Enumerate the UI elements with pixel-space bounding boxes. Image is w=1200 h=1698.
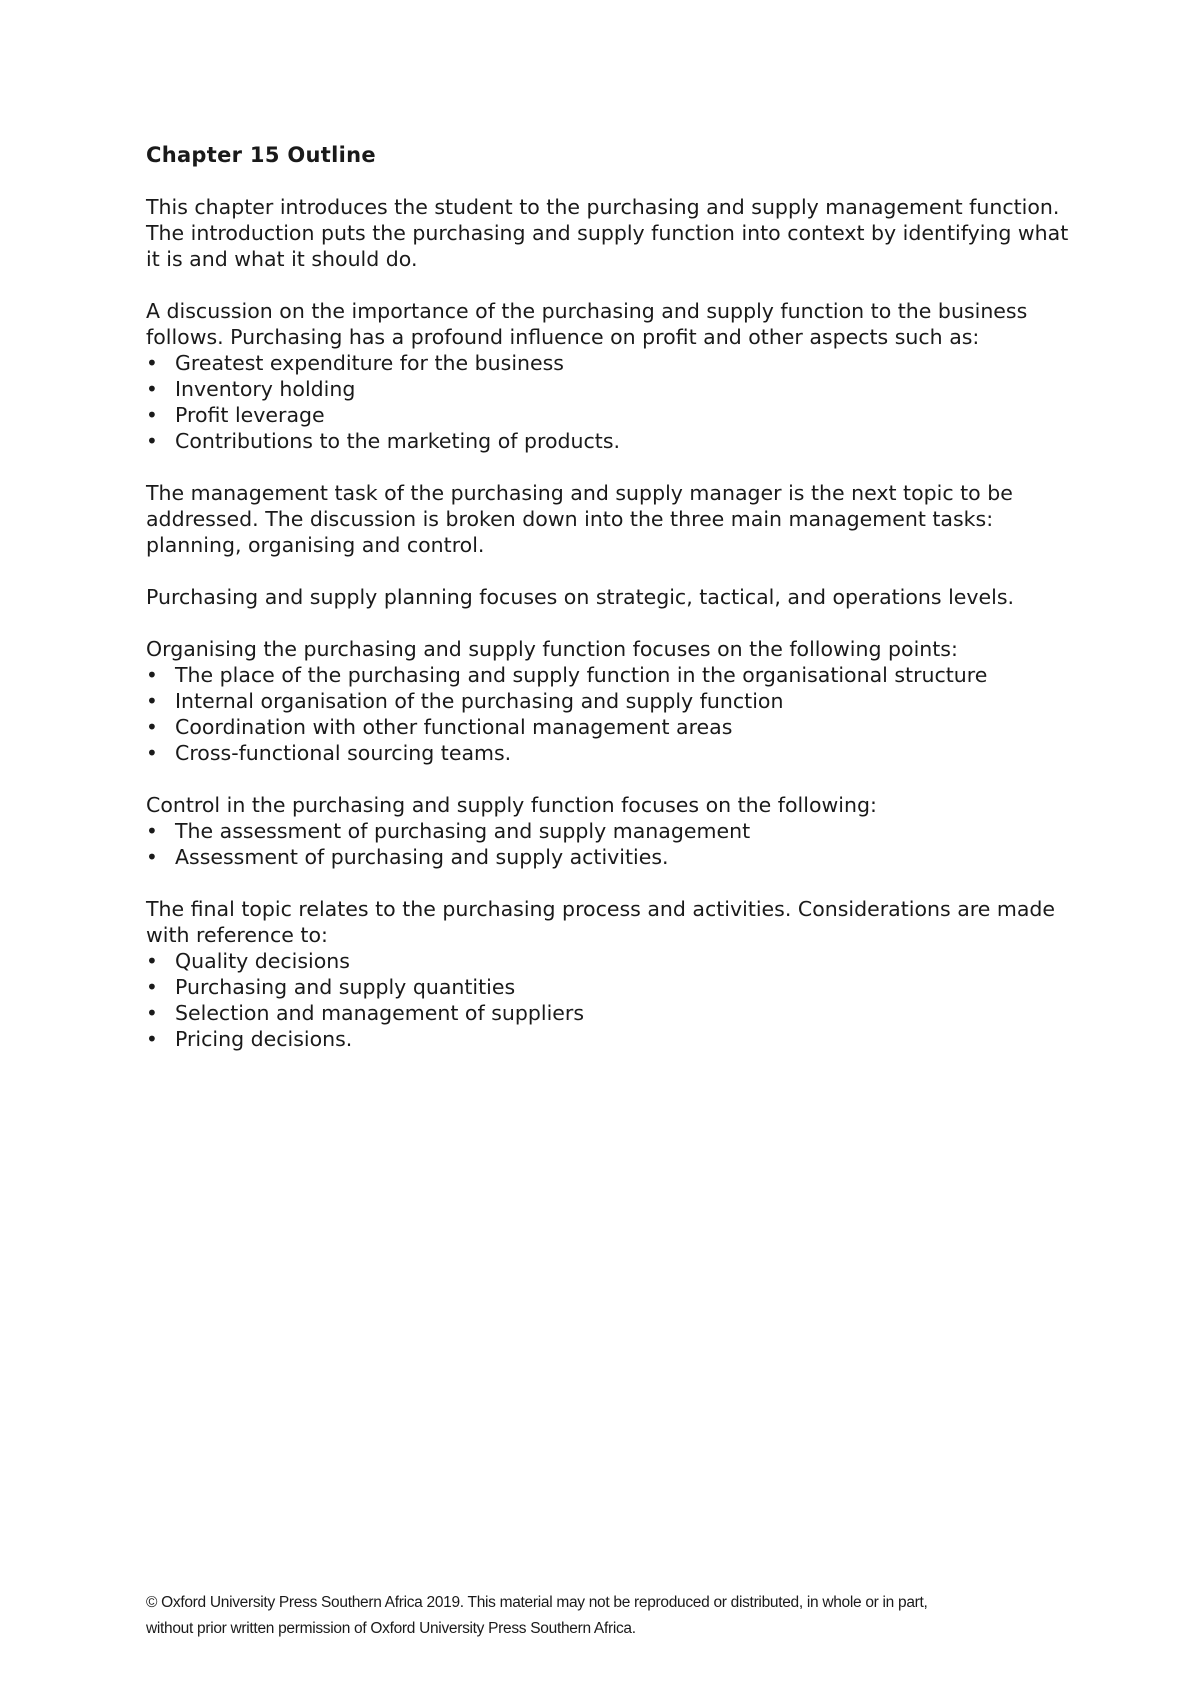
list-item: • Greatest expenditure for the business xyxy=(146,350,1076,376)
management-paragraph: The management task of the purchasing and supply manager is the next topic to be addressed. The discussion is broken down into the three main management tasks: planning, organising and control. xyxy=(146,481,1013,557)
list-item: • Internal organisation of the purchasing and supply function xyxy=(146,688,1076,714)
copyright-line-1: © Oxford University Press Southern Africa 2019. This material may not be reproduced or distributed, in whole or in part, xyxy=(146,1594,928,1611)
control-list xyxy=(146,818,1076,870)
list-item: • Assessment of purchasing and supply activities. xyxy=(146,844,1076,870)
organising-lead: Organising the purchasing and supply function focuses on the following points: xyxy=(146,637,958,661)
importance-lead: A discussion on the importance of the purchasing and supply function to the business follows. Purchasing has a profound influence on profit and other aspects such as: xyxy=(146,299,1028,349)
list-item: • Coordination with other functional management areas xyxy=(146,714,1076,740)
list-item: • The place of the purchasing and supply function in the organisational structure xyxy=(146,662,1076,688)
final-list xyxy=(146,948,1076,1052)
planning-paragraph: Purchasing and supply planning focuses on strategic, tactical, and operations levels. xyxy=(146,585,1015,609)
document-page xyxy=(146,142,1076,1078)
list-item: • Pricing decisions. xyxy=(146,1026,1076,1052)
list-item: • Cross-functional sourcing teams. xyxy=(146,740,1076,766)
page-title: Chapter 15 Outline xyxy=(146,143,376,167)
organising-list xyxy=(146,662,1076,766)
list-item: • Contributions to the marketing of products. xyxy=(146,428,1076,454)
control-lead: Control in the purchasing and supply function focuses on the following: xyxy=(146,793,877,817)
copyright-line-2: without prior written permission of Oxford University Press Southern Africa. xyxy=(146,1620,636,1637)
list-item: • The assessment of purchasing and supply management xyxy=(146,818,1076,844)
list-item: • Inventory holding xyxy=(146,376,1076,402)
intro-paragraph: This chapter introduces the student to the purchasing and supply management function. The introduction puts the purchasing and supply function into context by identifying what it is and what it should do. xyxy=(146,195,1069,271)
list-item: • Selection and management of suppliers xyxy=(146,1000,1076,1026)
copyright-footer xyxy=(146,1590,1076,1642)
list-item: • Profit leverage xyxy=(146,402,1076,428)
list-item: • Quality decisions xyxy=(146,948,1076,974)
importance-list xyxy=(146,350,1076,454)
list-item: • Purchasing and supply quantities xyxy=(146,974,1076,1000)
final-lead: The final topic relates to the purchasing process and activities. Considerations are made with reference to: xyxy=(146,897,1056,947)
